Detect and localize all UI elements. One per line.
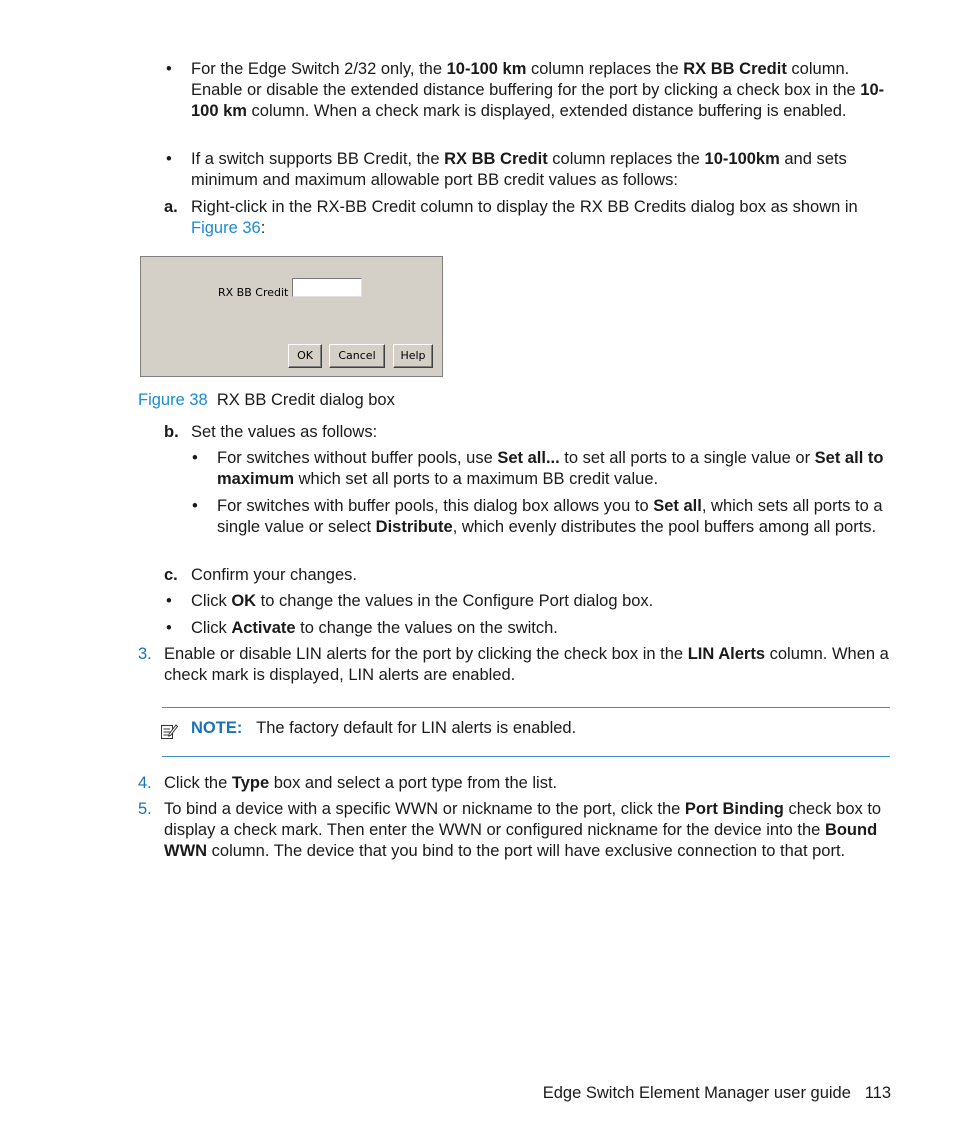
bold-term: Set all to maximum — [217, 449, 884, 488]
text-run: For switches without buffer pools, use — [217, 449, 498, 467]
bullet-dot: • — [166, 592, 172, 610]
text-run: column. When a check mark is displayed, LIN alerts are enabled. — [164, 645, 889, 684]
text-run: which set all ports to a maximum BB credit value. — [294, 470, 659, 488]
rx-bb-credit-label: RX BB Credit — [218, 286, 289, 299]
bold-term: Type — [231, 774, 270, 792]
note-icon — [160, 722, 178, 740]
bold-term: OK — [231, 592, 257, 610]
step-3 — [138, 644, 891, 686]
bullet-item — [192, 496, 890, 538]
text-run: To bind a device with a specific WWN or nickname to the port, click the — [164, 800, 685, 818]
step-letter: a. — [164, 198, 178, 216]
rx-bb-credit-input[interactable] — [292, 278, 362, 297]
step-letter: c. — [164, 566, 178, 584]
text-run: For switches with buffer pools, this dialog box allows you to — [217, 497, 654, 515]
help-button[interactable]: Help — [393, 344, 433, 368]
bullet-item — [166, 591, 891, 612]
bold-term: LIN Alerts — [687, 645, 766, 663]
text-run: Enable or disable LIN alerts for the port by clicking the check box in the — [164, 645, 688, 663]
step-b — [164, 422, 891, 443]
bullet-text — [217, 496, 890, 538]
bullet-text — [191, 59, 891, 122]
bold-term: Set all — [653, 497, 702, 515]
bullet-item — [166, 59, 891, 122]
text-run: column. Enable or disable the extended distance buffering for the port by clicking a check box in the — [191, 60, 861, 99]
step-3-text — [164, 644, 891, 686]
rx-bb-credit-dialog — [140, 256, 443, 377]
text-run: column. When a check mark is displayed, extended distance buffering is enabled. — [246, 102, 847, 120]
note-bottom-rule — [162, 756, 890, 757]
step-c — [164, 565, 891, 586]
text-run: If a switch supports BB Credit, the — [191, 150, 445, 168]
note-text: The factory default for LIN alerts is enabled. — [256, 719, 577, 737]
bullet-dot: • — [192, 497, 198, 515]
bold-term: Distribute — [375, 518, 453, 536]
step-number: 4. — [138, 774, 152, 792]
cancel-button[interactable]: Cancel — [329, 344, 385, 368]
text-run: Click — [191, 619, 232, 637]
bold-term: Bound WWN — [164, 821, 878, 860]
note-top-rule — [162, 707, 890, 708]
step-4-text — [164, 773, 891, 794]
bold-term: 10-100km — [704, 150, 780, 168]
step-a — [164, 197, 891, 239]
step-b-text: Set the values as follows: — [191, 423, 378, 441]
footer-title: Edge Switch Element Manager user guide — [542, 1084, 851, 1102]
bullet-dot: • — [166, 150, 172, 168]
text-run: to set all ports to a single value or — [559, 449, 815, 467]
bullet-text — [191, 591, 891, 612]
step-number: 5. — [138, 800, 152, 818]
bullet-dot: • — [166, 60, 172, 78]
step-a-colon: : — [260, 219, 266, 237]
bullet-text — [191, 618, 891, 639]
bold-term: RX BB Credit — [683, 60, 787, 78]
bold-term: Port Binding — [684, 800, 784, 818]
bold-term: 10-100 km — [191, 81, 885, 120]
step-4 — [138, 773, 891, 794]
text-run: , which evenly distributes the pool buffers among all ports. — [452, 518, 877, 536]
step-5 — [138, 799, 891, 862]
figure-caption — [138, 390, 395, 411]
note-label: NOTE: — [191, 719, 243, 737]
step-5-text — [164, 799, 891, 862]
bullet-dot: • — [166, 619, 172, 637]
bold-term: RX BB Credit — [444, 150, 548, 168]
bold-term: Activate — [231, 619, 296, 637]
note-body — [191, 718, 891, 739]
text-run: , which sets all ports to a single value or select — [217, 497, 883, 536]
bullet-text — [217, 448, 890, 490]
bullet-item — [192, 448, 890, 490]
bullet-text — [191, 149, 891, 191]
text-run: Click — [191, 592, 232, 610]
step-c-text: Confirm your changes. — [191, 566, 357, 584]
step-a-text: Right-click in the RX-BB Credit column to display the RX BB Credits dialog box as shown in — [191, 198, 858, 216]
text-run: column replaces the — [526, 60, 684, 78]
page-number: 113 — [864, 1084, 891, 1102]
text-run: check box to display a check mark. Then enter the WWN or configured nickname for the device into the — [164, 800, 882, 839]
text-run: Click the — [164, 774, 232, 792]
figure-number: Figure 38 — [138, 391, 208, 409]
bold-term: Set all... — [497, 449, 560, 467]
text-run: column replaces the — [547, 150, 705, 168]
ok-button[interactable]: OK — [288, 344, 322, 368]
bullet-item — [166, 149, 891, 191]
text-run: to change the values on the switch. — [295, 619, 558, 637]
bullet-item — [166, 618, 891, 639]
step-number: 3. — [138, 645, 152, 663]
bullet-dot: • — [192, 449, 198, 467]
text-run: to change the values in the Configure Port dialog box. — [256, 592, 654, 610]
figure-caption-text: RX BB Credit dialog box — [216, 391, 395, 409]
page-footer — [543, 1083, 891, 1104]
text-run: For the Edge Switch 2/32 only, the — [191, 60, 447, 78]
text-run: and sets minimum and maximum allowable port BB credit values as follows: — [191, 150, 847, 189]
text-run: box and select a port type from the list. — [269, 774, 558, 792]
text-run: column. The device that you bind to the port will have exclusive connection to that port. — [207, 842, 846, 860]
bold-term: 10-100 km — [446, 60, 527, 78]
step-letter: b. — [164, 423, 179, 441]
figure-36-link[interactable]: Figure 36 — [191, 219, 261, 237]
